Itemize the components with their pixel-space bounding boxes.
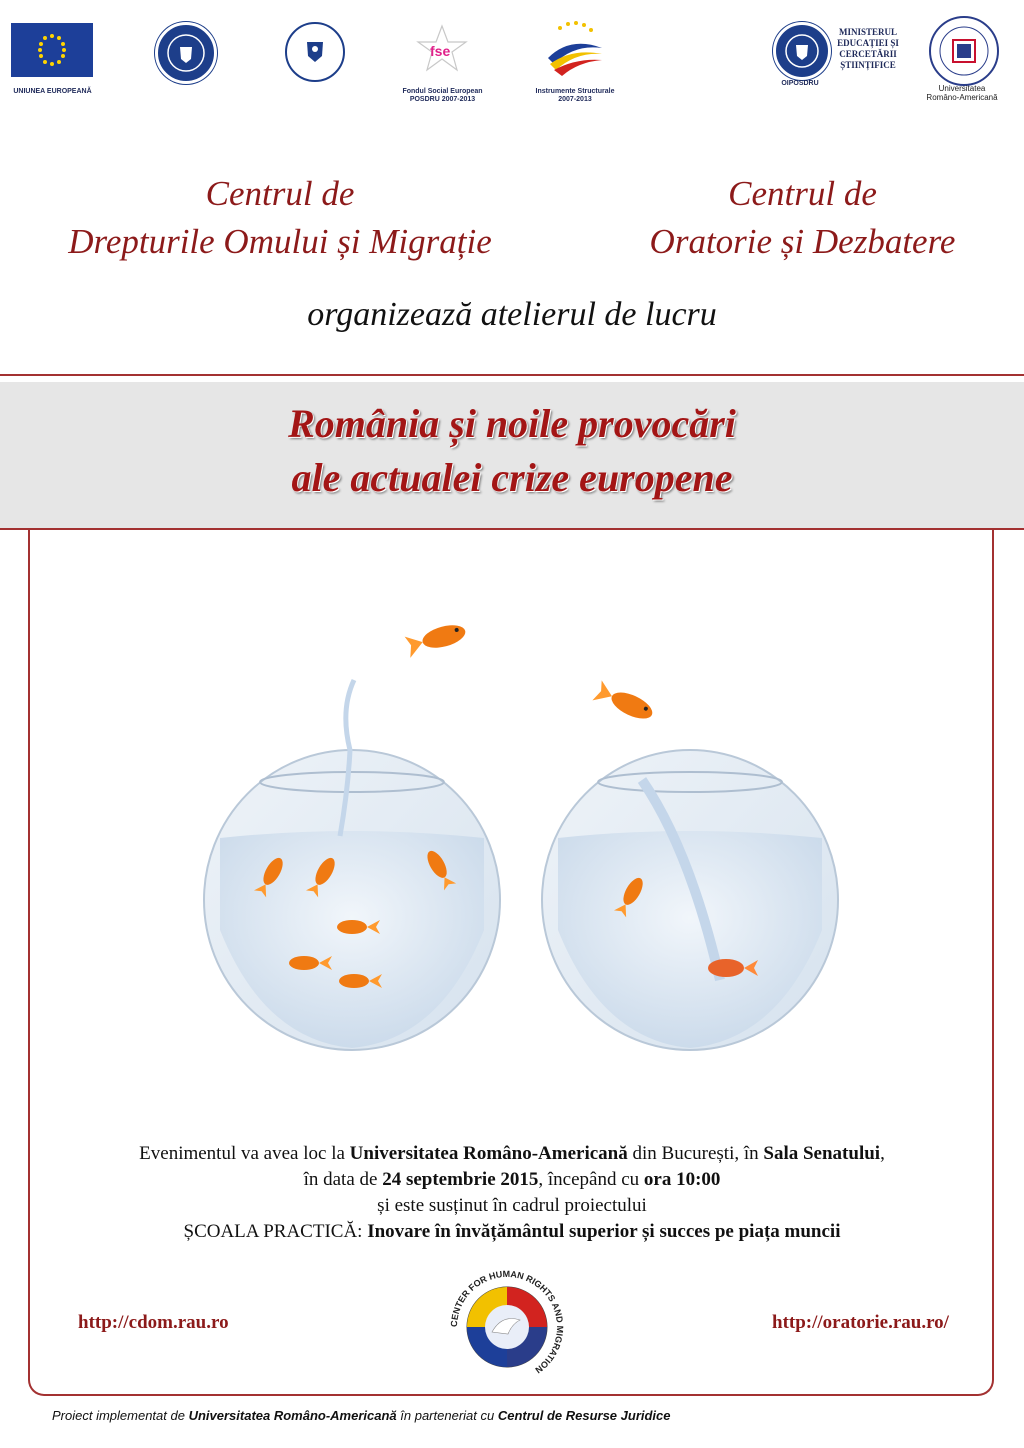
event-text: din București, în xyxy=(627,1143,764,1164)
project-subtitle: Inovare în învățământul superior și succes pe piața muncii xyxy=(367,1221,841,1242)
event-text: , xyxy=(880,1143,885,1164)
ministry-line-1: MINISTERUL xyxy=(838,27,897,37)
organizers-subtitle: organizează atelierul de lucru xyxy=(307,296,717,333)
headline-line2: ale actualei crize europene xyxy=(291,455,733,500)
organizer-left-line1: Centrul de xyxy=(205,174,355,213)
university-caption-2: Româno-Americană xyxy=(926,93,998,102)
project-name: ȘCOALA PRACTICĂ: xyxy=(183,1221,368,1242)
organizer-left-line2: Drepturile Omului și Migrație xyxy=(68,222,492,261)
ministry-name xyxy=(833,27,903,71)
ministry-seal-logo xyxy=(773,22,831,80)
cdom-link[interactable]: http://cdom.rau.ro xyxy=(78,1312,229,1333)
fse-logo xyxy=(410,22,474,80)
oratorie-link[interactable]: http://oratorie.rau.ro/ xyxy=(772,1312,949,1333)
ministry-line-4: ȘTIINȚIFICE xyxy=(840,60,896,70)
event-text: Evenimentul va avea loc la xyxy=(139,1143,350,1164)
event-text: , începând cu xyxy=(538,1169,644,1190)
government-seal-logo xyxy=(155,22,217,84)
event-line-4 xyxy=(30,1220,994,1244)
ministry-caption: OIPOSDRU xyxy=(781,80,819,87)
fish-jumping-left xyxy=(405,621,469,658)
event-line-1 xyxy=(30,1142,994,1166)
is-caption-2: 2007-2013 xyxy=(558,96,592,103)
right-fishbowl xyxy=(542,750,838,1050)
university-logo xyxy=(929,16,999,86)
footer-partner: Centrul de Resurse Juridice xyxy=(497,1408,671,1423)
ministry-line-3: CERCETĂRII xyxy=(839,49,897,59)
is-caption-1: Instrumente Structurale xyxy=(535,88,615,95)
event-time: ora 10:00 xyxy=(643,1169,721,1190)
organizer-right-line2: Oratorie și Dezbatere xyxy=(649,222,956,261)
fish-jumping-right xyxy=(592,680,656,725)
event-text: în data de xyxy=(303,1169,383,1190)
event-room: Sala Senatului xyxy=(763,1143,881,1164)
eu-flag-logo xyxy=(11,23,93,77)
organizer-right xyxy=(595,170,1010,266)
fse-caption-1: Fondul Social European xyxy=(402,88,483,95)
footer-text: în parteneriat cu xyxy=(396,1408,498,1423)
left-fishbowl xyxy=(204,680,500,1050)
eu-caption: UNIUNEA EUROPEANĂ xyxy=(13,88,92,95)
romania-coat-logo xyxy=(285,22,345,82)
footer-text: Proiect implementat de xyxy=(52,1408,189,1423)
organizer-right-line1: Centrul de xyxy=(728,174,877,213)
university-caption-1: Universitatea xyxy=(938,84,986,93)
band-top-rule xyxy=(0,374,1024,376)
event-date: 24 septembrie 2015 xyxy=(382,1169,539,1190)
ministry-line-2: EDUCAȚIEI ȘI xyxy=(837,38,899,48)
fse-caption-2: POSDRU 2007-2013 xyxy=(409,96,476,103)
headline-line1: România și noile provocări xyxy=(288,401,736,446)
fishbowl-illustration xyxy=(190,600,850,1100)
instrumente-structurale-logo xyxy=(540,18,610,80)
event-line-3: și este susținut în cadrul proiectului xyxy=(377,1195,647,1216)
organizer-left xyxy=(20,170,540,266)
event-line-2 xyxy=(30,1168,994,1192)
svg-text:fse: fse xyxy=(430,43,451,59)
footer-note xyxy=(52,1408,671,1423)
human-rights-center-logo xyxy=(442,1262,572,1392)
center-logo-ring-text: CENTER FOR HUMAN RIGHTS AND MIGRATION xyxy=(448,1268,566,1376)
event-venue: Universitatea Româno-Americană xyxy=(349,1143,628,1164)
footer-implementer: Universitatea Româno-Americană xyxy=(188,1408,397,1423)
